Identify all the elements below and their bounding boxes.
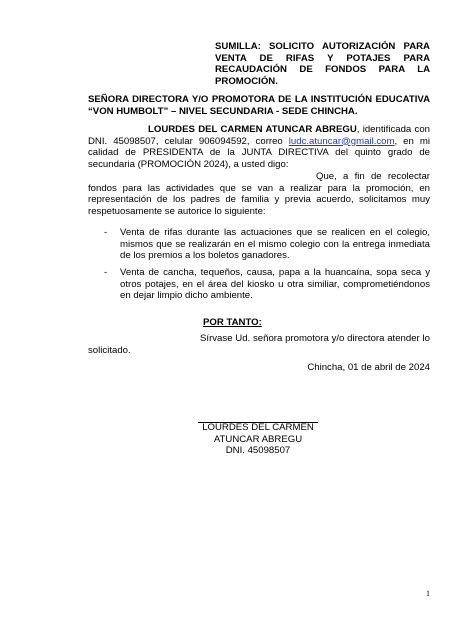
request-list-1 [104, 227, 430, 262]
list-bullet: - [104, 227, 108, 238]
request-list-2 [104, 267, 430, 302]
addressee-heading: SEÑORA DIRECTORA Y/O PROMOTORA DE LA INSTITUCIÓN EDUCATIVA “VON HUMBOLT” – NIVEL SECUNDARIA - SEDE CHINCHA. [88, 94, 430, 117]
list-bullet: - [104, 267, 108, 278]
signature-name-line1: LOURDES DEL CARMEN [202, 422, 314, 433]
email-link[interactable]: ludc.atuncar@gmail.com [288, 135, 395, 147]
date-line: Chincha, 01 de abril de 2024 [307, 362, 430, 373]
intro-paragraph [88, 124, 430, 170]
list-item [104, 227, 430, 262]
petitioner-name: LOURDES DEL CARMEN ATUNCAR ABREGU [148, 124, 357, 135]
list-item [104, 267, 430, 302]
page-number: 1 [426, 589, 430, 598]
sumilla-heading: SUMILLA: SOLICITO AUTORIZACIÓN PARA VENTA DE RIFAS Y POTAJES PARA RECAUDACIÓN DE FONDOS PARA LA PROMOCIÓN. [215, 41, 430, 87]
list-item-text: Venta de rifas durante las actuaciones que se realicen en el colegio, mismos que se realizarán en el mismo colegio con la entrega inmediata de los premios a los boletos ganadores. [120, 227, 430, 262]
intro-text-after-email: , en mi calidad de PRESIDENTA de la JUNTA DIRECTIVA del quinto grado de secundaria (PROMOCIÓN 2024), a usted digo: [88, 135, 430, 170]
body-paragraph: Que, a fin de recolectar fondos para las actividades que se van a realizar para la promoción, en representación de los padres de familia y previa acuerdo, solicitamos muy respetuosamente se autorice lo siguiente: [88, 171, 430, 217]
list-item-text: Venta de cancha, tequeños, causa, papa a la huancaína, sopa seca y otros potajes, en el área del kiosko u otra similiar, comprometiéndonos en dejar limpio dicho ambiente. [120, 267, 430, 302]
closing-paragraph: Sírvase Ud. señora promotora y/o directora atender lo solicitado. [88, 333, 430, 356]
intro-text-before-email: , identificada con DNI. 45098507, celular 906094592, correo [88, 124, 431, 147]
signature-block [188, 422, 328, 457]
signature-name-line2: ATUNCAR ABREGU [213, 433, 303, 445]
por-tanto-heading: POR TANTO: [203, 317, 262, 328]
signature-dni: DNI. 45098507 [225, 445, 291, 457]
